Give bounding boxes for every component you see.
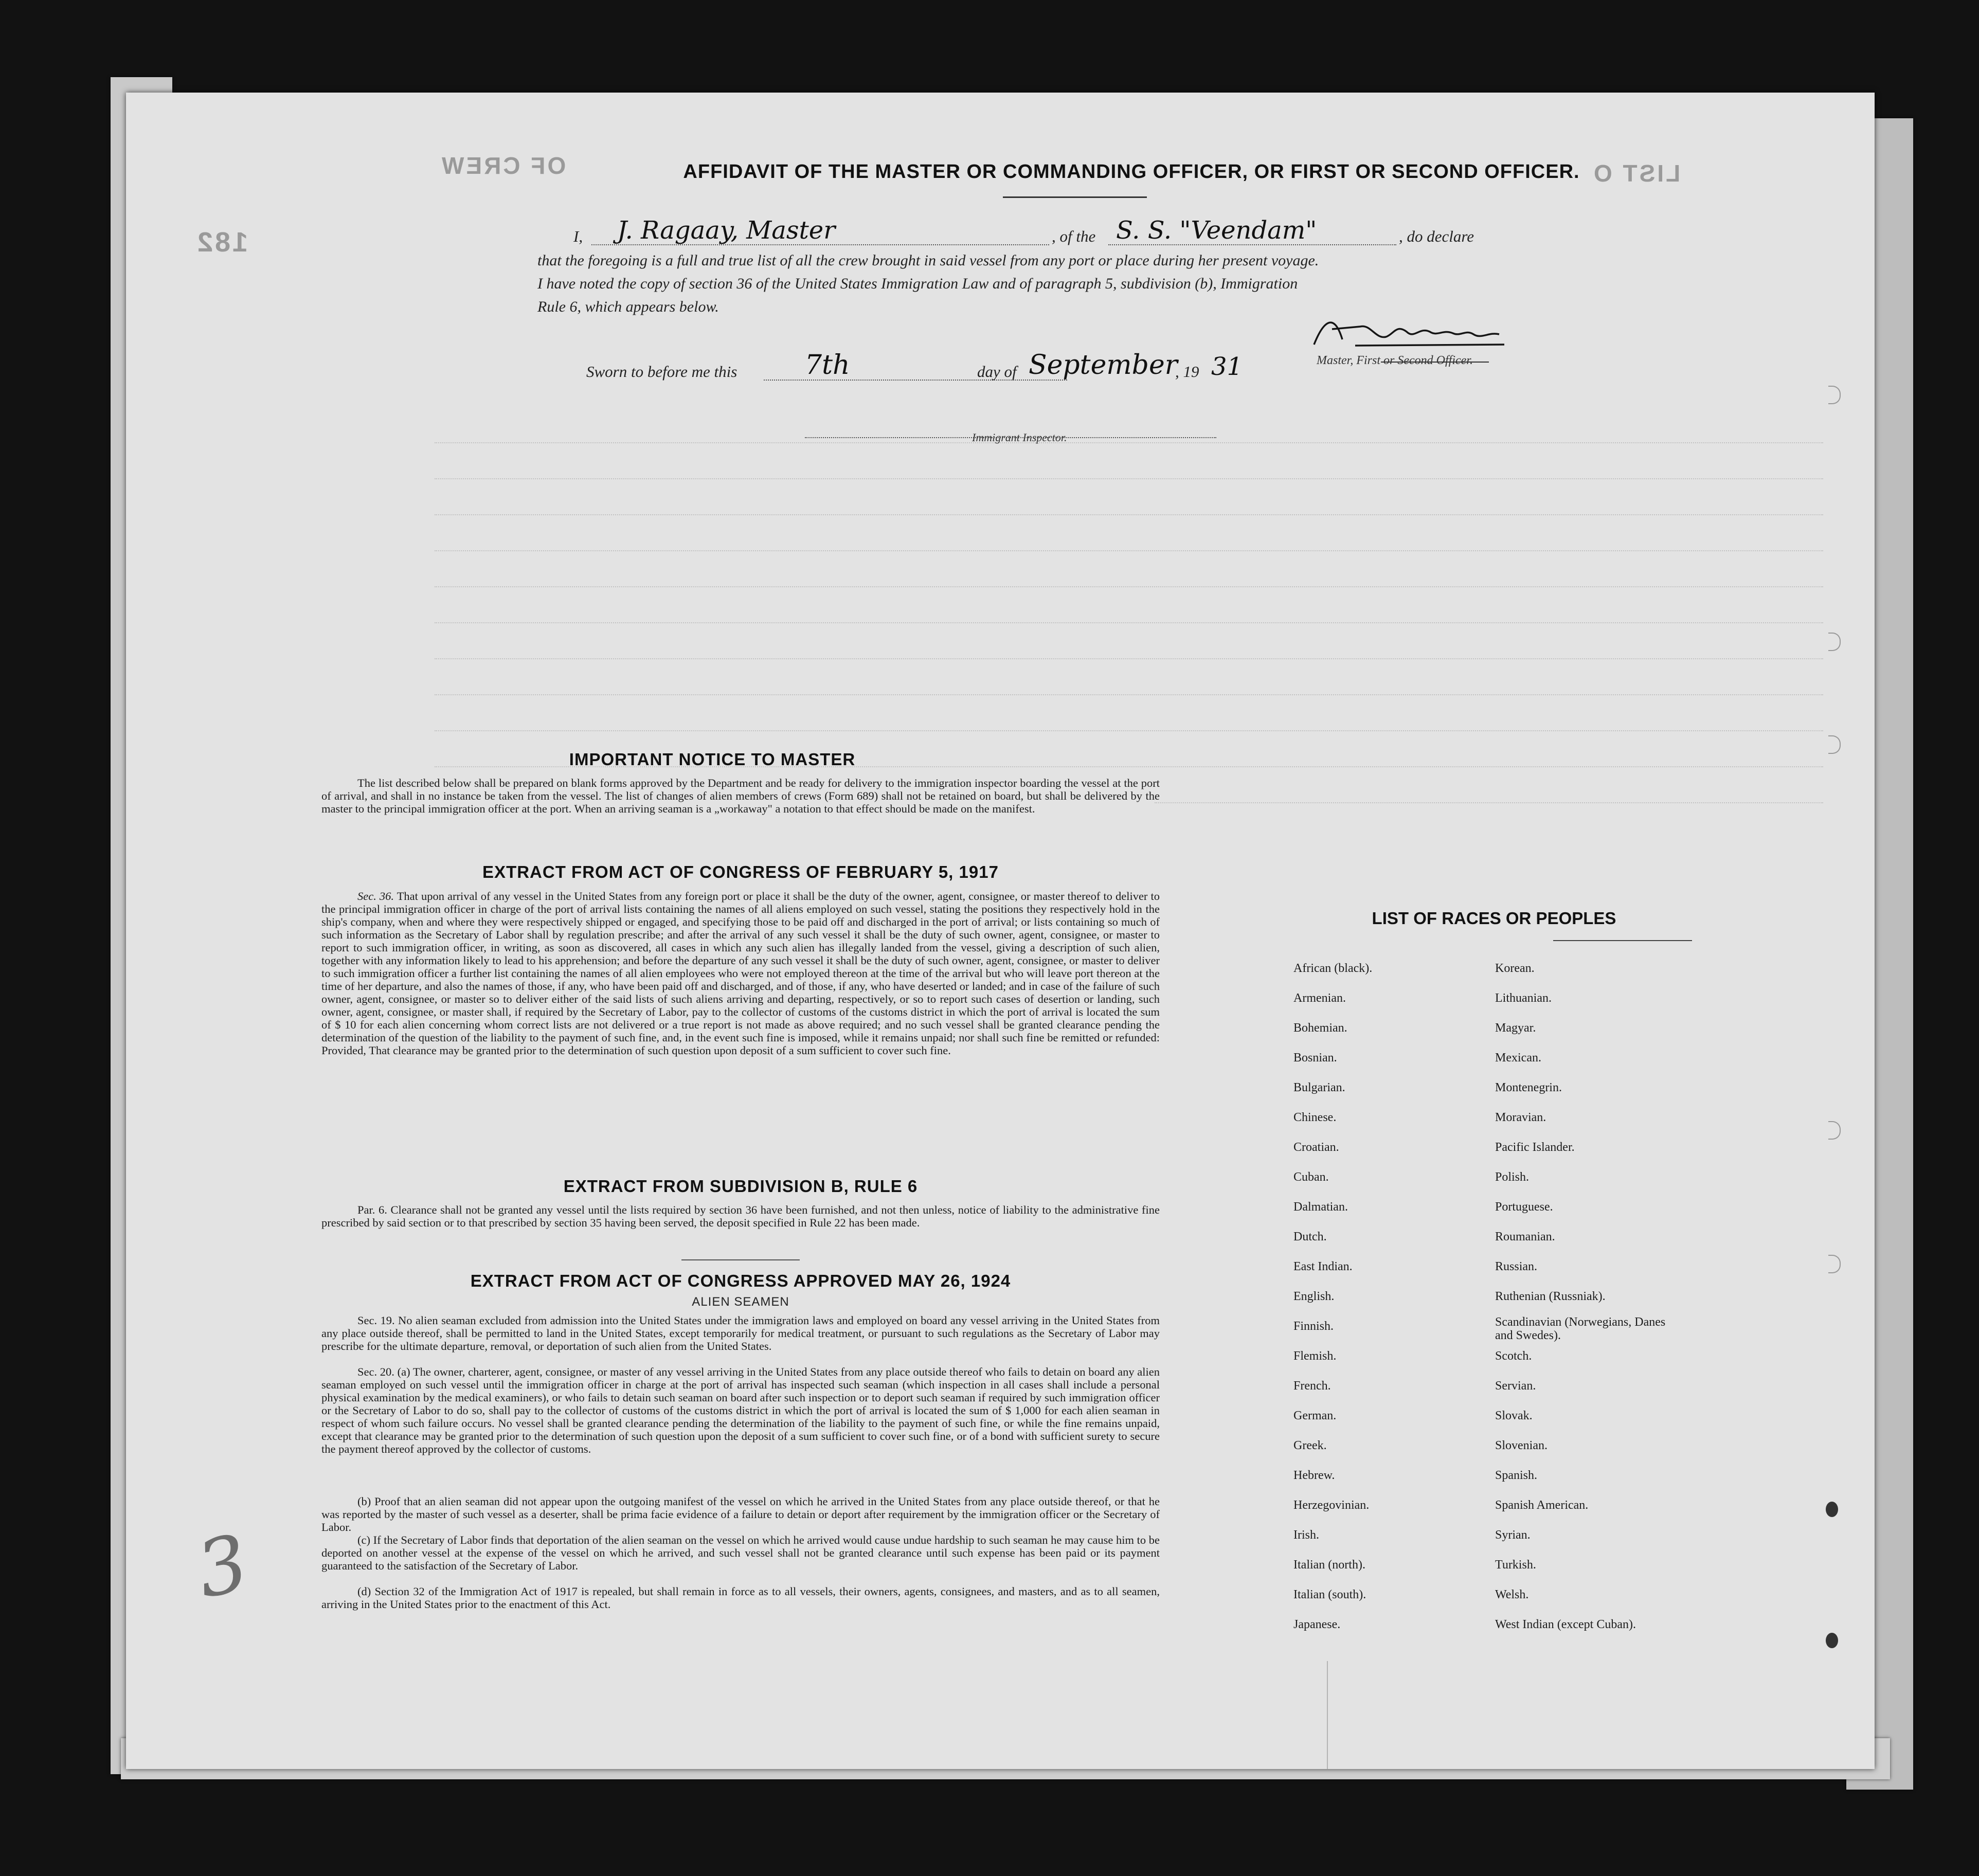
race-item: Turkish. — [1495, 1558, 1536, 1572]
notice-text: The list described below shall be prepared on blank forms approved by the Department and be ready for delivery to the immigration inspector boarding the vessel at the port of arrival, and shall in no instance be taken from the vessel. The list of changes of alien members of crews (Form 689) shall not be retained on board, but shall be delivered by the master to the principal immigration officer at the port. When an arriving seaman is a „workaway" a notation to that effect should be made on the manifest. — [321, 777, 1160, 815]
bleedthrough-row — [435, 622, 1823, 623]
race-item: Slovenian. — [1495, 1439, 1548, 1452]
bleedthrough-row — [435, 586, 1823, 587]
race-item: West Indian (except Cuban). — [1495, 1618, 1636, 1631]
section-divider — [681, 1259, 800, 1260]
margin-handwritten-number: 3 — [189, 1518, 256, 1616]
race-item: Dalmatian. — [1293, 1200, 1348, 1214]
bleedthrough-row — [435, 730, 1823, 731]
race-item: Lithuanian. — [1495, 991, 1552, 1005]
notice-heading: IMPORTANT NOTICE TO MASTER — [569, 750, 856, 769]
race-item: German. — [1293, 1409, 1337, 1422]
race-item: Mexican. — [1495, 1051, 1541, 1065]
sworn-year-handwritten: 31 — [1211, 352, 1243, 381]
race-item: Roumanian. — [1495, 1230, 1555, 1243]
punch-hole-dark — [1826, 1502, 1838, 1517]
master-signature — [1304, 309, 1520, 355]
race-item: Cuban. — [1293, 1170, 1329, 1184]
race-item: Irish. — [1293, 1528, 1319, 1542]
race-item: English. — [1293, 1290, 1335, 1303]
race-item: Flemish. — [1293, 1349, 1337, 1363]
act1917-heading: EXTRACT FROM ACT OF CONGRESS OF FEBRUARY 5, 1917 — [482, 862, 999, 881]
signature-caption-strike — [1381, 362, 1489, 363]
punch-hole — [1828, 633, 1841, 651]
document-page — [126, 93, 1875, 1769]
act1924-sec19: Sec. 19. No alien seaman excluded from admission into the United States under the immigration laws and employed on board any vessel arriving in the United States from any place outside thereof, shall be permitted to land in the United States, except temporarily for medical treatment, or pursuant to such regulations as the Secretary of Labor may prescribe for the ultimate departure, removal, or deportation of such alien from the United States. — [321, 1314, 1160, 1352]
act1924-subheading: ALIEN SEAMEN — [692, 1295, 789, 1309]
rule6-heading: EXTRACT FROM SUBDIVISION B, RULE 6 — [563, 1177, 918, 1196]
race-item: Spanish. — [1495, 1469, 1538, 1482]
race-item: Bohemian. — [1293, 1021, 1347, 1035]
sworn-prefix: Sworn to before me this — [586, 363, 737, 381]
bleedthrough-row — [435, 478, 1823, 479]
affidavit-line3: I have noted the copy of section 36 of the United States Immigration Law and of paragraph 5, subdivision (b), Immigration — [537, 275, 1298, 292]
races-heading-rule — [1553, 940, 1692, 941]
bleedthrough-row — [435, 658, 1823, 659]
race-item: Bosnian. — [1293, 1051, 1337, 1065]
punch-hole — [1828, 735, 1841, 754]
race-item: Armenian. — [1293, 991, 1346, 1005]
punch-hole-dark — [1826, 1633, 1838, 1648]
race-item: Korean. — [1495, 962, 1535, 975]
bleedthrough-row — [1155, 802, 1823, 803]
race-item: Portuguese. — [1495, 1200, 1553, 1214]
rule6-text: Par. 6. Clearance shall not be granted any vessel until the lists required by section 36 have been furnished, and not then unless, notice of liability to the administrative fine prescribed by said section or to that prescribed by section 35 having been served, the deposit specified in Rule 22 has been made. — [321, 1203, 1160, 1229]
race-item: Syrian. — [1495, 1528, 1531, 1542]
bleedthrough-page-number: 182 — [195, 227, 248, 258]
race-item: Spanish American. — [1495, 1499, 1589, 1512]
race-item: Chinese. — [1293, 1111, 1337, 1124]
punch-hole — [1828, 386, 1841, 404]
race-item: Moravian. — [1495, 1111, 1546, 1124]
sworn-day-handwritten: 7th — [805, 350, 850, 381]
bleedthrough-row — [435, 694, 1823, 695]
affidavit-title: AFFIDAVIT OF THE MASTER OR COMMANDING OFFICER, OR FIRST OR SECOND OFFICER. — [683, 161, 1580, 183]
affidavit-line1-prefix: I, — [573, 227, 583, 245]
race-item: Dutch. — [1293, 1230, 1327, 1243]
bleedthrough-row — [435, 514, 1823, 515]
race-item: Hebrew. — [1293, 1469, 1335, 1482]
race-item: Russian. — [1495, 1260, 1538, 1273]
bleedthrough-row — [435, 550, 1823, 551]
act1917-text — [321, 890, 1160, 1057]
race-item: Polish. — [1495, 1170, 1530, 1184]
act1924-sec20c: (c) If the Secretary of Labor finds that deportation of the alien seaman on the vessel on which he arrived would cause undue hardship to such seaman he may cause him to be deported on another vessel at the expense of the vessel on which he arrived, and such vessel shall not be granted clearance until such expense has been paid or its payment guaranteed to the satisfaction of the Secretary of Labor. — [321, 1534, 1160, 1572]
sworn-mid: day of — [977, 363, 1017, 381]
race-item: Servian. — [1495, 1379, 1536, 1393]
affidavit-line1-mid: , of the — [1052, 227, 1096, 245]
act1924-sec20a: Sec. 20. (a) The owner, charterer, agent, consignee, or master of any vessel arriving in the United States from any place outside thereof who fails to detain on board any alien seaman employed on such vessel until the immigration officer in charge at the port of arrival has inspected such seaman (which inspection in all cases shall include a personal physical examination by the medical examiners), or who fails to detain such seaman on board after such inspection or to deport such seaman if required by such immigration officer or the Secretary of Labor to do so, shall pay to the collector of customs of the customs district in which the port of arrival is located the sum of $ 1,000 for each alien seaman in respect of whom such failure occurs. No vessel shall be granted clearance pending the determination of the liability to the payment of such fine, or while the fine remains unpaid, except that clearance may be granted prior to the determination of such question upon the deposit of a sum sufficient to cover such fine, or of a bond with sufficient surety to secure the payment thereof approved by the collector of customs. — [321, 1365, 1160, 1455]
sworn-month-handwritten: September — [1029, 350, 1178, 381]
affidavit-line1-suffix: , do declare — [1399, 227, 1474, 245]
act1924-sec20b: (b) Proof that an alien seaman did not appear upon the outgoing manifest of the vessel on which he arrived in the United States from any place outside thereof, or that he was reported by the master of such vessel as a deserter, shall be prima facie evidence of a failure to detain or deport after requirement by the immigration officer or the Secretary of Labor. — [321, 1495, 1160, 1534]
bleedthrough-title-right: LIST O — [1592, 160, 1681, 187]
race-item: Welsh. — [1495, 1588, 1529, 1601]
bleedthrough-title-left: OF CREW — [440, 152, 566, 179]
bleedthrough-row — [435, 442, 1823, 443]
race-item: Herzegovinian. — [1293, 1499, 1370, 1512]
race-item: Pacific Islander. — [1495, 1141, 1575, 1154]
paper-crease — [1327, 1661, 1328, 1769]
race-item: Italian (north). — [1293, 1558, 1365, 1572]
sworn-year-prefix: , 19 — [1175, 363, 1199, 381]
race-item: French. — [1293, 1379, 1331, 1393]
race-item: Scotch. — [1495, 1349, 1532, 1363]
race-item: Ruthenian (Russniak). — [1495, 1290, 1606, 1303]
race-item: Magyar. — [1495, 1021, 1536, 1035]
master-name-handwritten: J. Ragaay, Master — [617, 216, 836, 245]
affidavit-line4: Rule 6, which appears below. — [537, 298, 719, 315]
act1924-sec20d: (d) Section 32 of the Immigration Act of 1917 is repealed, but shall remain in force as to all vessels, their owners, agents, consignees, and masters, and as to all seamen, arriving in the United States prior to the enactment of this Act. — [321, 1585, 1160, 1611]
races-heading: LIST OF RACES OR PEOPLES — [1372, 909, 1616, 928]
race-item: Croatian. — [1293, 1141, 1339, 1154]
inspector-caption: Immigrant Inspector. — [972, 431, 1067, 444]
race-item: East Indian. — [1293, 1260, 1353, 1273]
race-item: Bulgarian. — [1293, 1081, 1345, 1094]
punch-hole — [1828, 1121, 1841, 1140]
act1917-sec-label: Sec. 36. — [357, 890, 394, 903]
affidavit-line2: that the foregoing is a full and true list of all the crew brought in said vessel from any port or place during her present voyage. — [537, 252, 1319, 269]
race-item: Italian (south). — [1293, 1588, 1366, 1601]
race-item: Scandinavian (Norwegians, Danes and Swedes). — [1495, 1315, 1666, 1342]
act1924-heading: EXTRACT FROM ACT OF CONGRESS APPROVED MAY 26, 1924 — [470, 1271, 1011, 1290]
punch-hole — [1828, 1255, 1841, 1273]
signature-caption: Master, First or Second Officer. — [1317, 354, 1473, 367]
race-item: Slovak. — [1495, 1409, 1533, 1422]
race-item: Montenegrin. — [1495, 1081, 1562, 1094]
vessel-name-handwritten: S. S. "Veendam" — [1116, 216, 1317, 245]
race-item: Finnish. — [1293, 1320, 1334, 1333]
act1917-body: That upon arrival of any vessel in the United States from any foreign port or place it shall be the duty of the owner, agent, consignee, or master thereof to deliver to the principal immigration officer in charge of the port of arrival lists containing the names of all aliens employed on such vessel, stating the positions they respectively hold in the ship's company, when and where they were respectively shipped or engaged, and specifying those to be paid off and discharged in the port of arrival; or lists containing so much of such information as the Secretary of Labor shall by regulation prescribe; and after the arrival of any such vessel it shall be the duty of such owner, agent, consignee, or master to report to such immigration officer, in writing, as soon as discovered, all cases in which any such alien has illegally landed from the vessel, giving a description of such alien, together with any information likely to lead to his apprehension; and before the departure of any such vessel it shall be the duty of such owner, agent, consignee, or master to deliver to such immigration officer a further list containing the names of all alien employees who were not employed thereon at the time of the arrival but who will leave port thereon at the time of her departure, and also the names of those, if any, who have been paid off and discharged, and of those, if any, who have deserted or landed; and in case of the failure of such owner, agent, consignee, or master so to deliver either of the said lists of such aliens arriving and departing, respectively, or so to report such cases of desertion or landing, such owner, agent, consignee, or master shall, if required by the Secretary of Labor, pay to the collector of customs of the customs district in which the port of arrival is located the sum of $ 10 for each alien concerning whom correct lists are not delivered or a true report is not made as above required; and no such vessel shall be granted clearance pending the determination of the question of the liability to the payment of such fine, and, in the event such fine is imposed, while it remains unpaid; nor shall such fine be remitted or refunded: Provided, That clearance may be granted prior to the determination of such question upon deposit of a sum sufficient to cover such fine. — [321, 890, 1160, 1057]
race-item: Japanese. — [1293, 1618, 1341, 1631]
affidavit-title-rule — [1003, 196, 1147, 198]
race-item: African (black). — [1293, 962, 1373, 975]
race-item: Greek. — [1293, 1439, 1327, 1452]
